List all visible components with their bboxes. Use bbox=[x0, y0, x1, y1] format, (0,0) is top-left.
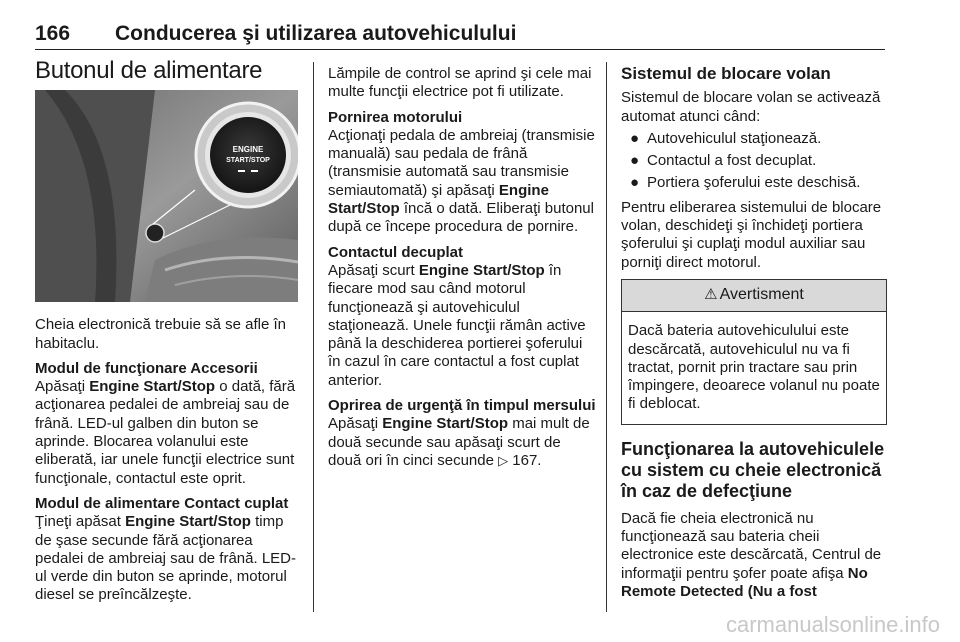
watermark: carmanualsonline.info bbox=[725, 612, 940, 637]
page-reference-icon: ▷ bbox=[498, 452, 509, 468]
paragraph-accessory-mode: Modul de funcţionare Accesorii Apăsaţi Engine Start/Stop o dată, fără acţionarea pedalei de ambreiaj sau de frână. LED-ul galben din buton se aprinde. Blocarea volanului este eliberată, iar unele funcţii electrice sunt funcţionale, contactul este oprit. bbox=[35, 360, 298, 488]
column-1 bbox=[35, 57, 298, 612]
bullet-icon: ● bbox=[630, 174, 640, 192]
warning-body: Dacă bateria autovehiculului este descărcată, autovehiculul nu va fi tractat, pornit prin tractare sau prin împingere, deoarece volanul nu poate fi deblocat. bbox=[628, 322, 880, 413]
term-engine-start-stop: Engine Start/Stop bbox=[328, 181, 549, 218]
section-title: Butonul de alimentare bbox=[35, 57, 263, 84]
bullet-icon: ● bbox=[630, 129, 640, 147]
paragraph-engine-start: Pornirea motorului Acţionaţi pedala de ambreiaj (transmisie manuală) sau pedala de frână (transmisie automată sau transmisie semiautomată) şi apăsaţi Engine Start/Stop încă o dată. Eliberaţi butonul după ce începe procedura de pornire. bbox=[328, 108, 595, 236]
column-2 bbox=[328, 65, 596, 477]
list-item: ● Portiera şoferului este deschisă. bbox=[630, 174, 861, 192]
warning-box bbox=[621, 279, 887, 425]
paragraph-emergency-stop: Oprirea de urgenţă în timpul mersului Apăsaţi Engine Start/Stop mai mult de două secunde sau apăsaţi scurt de două ori în cinci secunde ▷ 167. bbox=[328, 397, 596, 469]
button-label-engine: ENGINE bbox=[232, 145, 264, 155]
term-engine-start-stop: Engine Start/Stop bbox=[89, 378, 216, 396]
heading-accessory-mode: Modul de funcţionare Accesorii bbox=[35, 359, 258, 377]
paragraph-ignition-off: Contactul decuplat Apăsaţi scurt Engine Start/Stop în fiecare mod sau când motorul funcţionează şi autovehiculul staţionează. Unele funcţii rămân active până la deschiderea portierei şoferului în cazul în care contactul a fost cuplat anterior. bbox=[328, 244, 596, 390]
list-item: ● Autovehiculul staţionează. bbox=[630, 129, 822, 147]
warning-triangle-icon: ⚠ bbox=[704, 285, 718, 303]
heading-emergency-stop: Oprirea de urgenţă în timpul mersului bbox=[328, 397, 596, 415]
page-number: 166 bbox=[35, 22, 71, 45]
paragraph-control-lamps: Lămpile de control se aprind şi cele mai multe funcţii electrice pot fi utilizate. bbox=[328, 65, 592, 101]
warning-title: Avertisment bbox=[719, 285, 804, 303]
paragraph-key-inside: Cheia electronică trebuie să se afle în habitaclu. bbox=[35, 316, 286, 352]
list-item: ● Contactul a fost decuplat. bbox=[630, 152, 817, 170]
paragraph-ignition-on-mode: Modul de alimentare Contact cuplat Ţineţi apăsat Engine Start/Stop timp de şase secunde fără acţionarea pedalei de ambreiaj sau de frână. LED-ul verde din buton se aprinde, motorul diesel se preîncălzeşte. bbox=[35, 494, 296, 604]
message-no-remote-detected: No Remote Detected (Nu a fost bbox=[621, 564, 868, 600]
page-header bbox=[35, 22, 885, 52]
warning-title-bar bbox=[622, 280, 886, 312]
bullet-icon: ● bbox=[630, 152, 640, 170]
term-engine-start-stop: Engine Start/Stop bbox=[418, 261, 545, 279]
term-engine-start-stop: Engine Start/Stop bbox=[382, 415, 509, 433]
paragraph-key-fault: Dacă fie cheia electronică nu funcţionează sau bateria cheii electronice este descărcată, Centrul de informaţii pentru şofer poate afişa No Remote Detected (Nu a fost bbox=[621, 509, 882, 600]
button-label-startstop: START/STOP bbox=[226, 157, 270, 165]
chapter-title: Conducerea şi utilizarea autovehiculului bbox=[115, 22, 517, 45]
page-reference-link[interactable]: 167. bbox=[512, 451, 542, 469]
column-3 bbox=[621, 65, 887, 608]
column-divider bbox=[313, 62, 314, 612]
term-engine-start-stop: Engine Start/Stop bbox=[125, 513, 251, 531]
header-rule bbox=[35, 49, 885, 50]
heading-ignition-on-mode: Modul de alimentare Contact cuplat bbox=[35, 494, 289, 512]
heading-ignition-off: Contactul decuplat bbox=[328, 243, 464, 261]
paragraph-steering-lock-release: Pentru eliberarea sistemului de blocare volan, deschideţi şi închideţi portiera şoferului şi cuplaţi modul auxiliar sau porniţi direct motorul. bbox=[621, 198, 882, 271]
start-stop-button-illustration bbox=[35, 90, 298, 302]
steering-lock-conditions bbox=[621, 130, 887, 193]
column-divider bbox=[606, 62, 607, 612]
heading-engine-start: Pornirea motorului bbox=[328, 108, 463, 126]
heading-key-fault: Funcţionarea la autovehiculele cu sistem cu cheie electronică în caz de defecţiune bbox=[621, 438, 885, 501]
paragraph-steering-lock-intro: Sistemul de blocare volan se activează automat atunci când: bbox=[621, 89, 881, 125]
heading-steering-lock: Sistemul de blocare volan bbox=[621, 64, 831, 83]
